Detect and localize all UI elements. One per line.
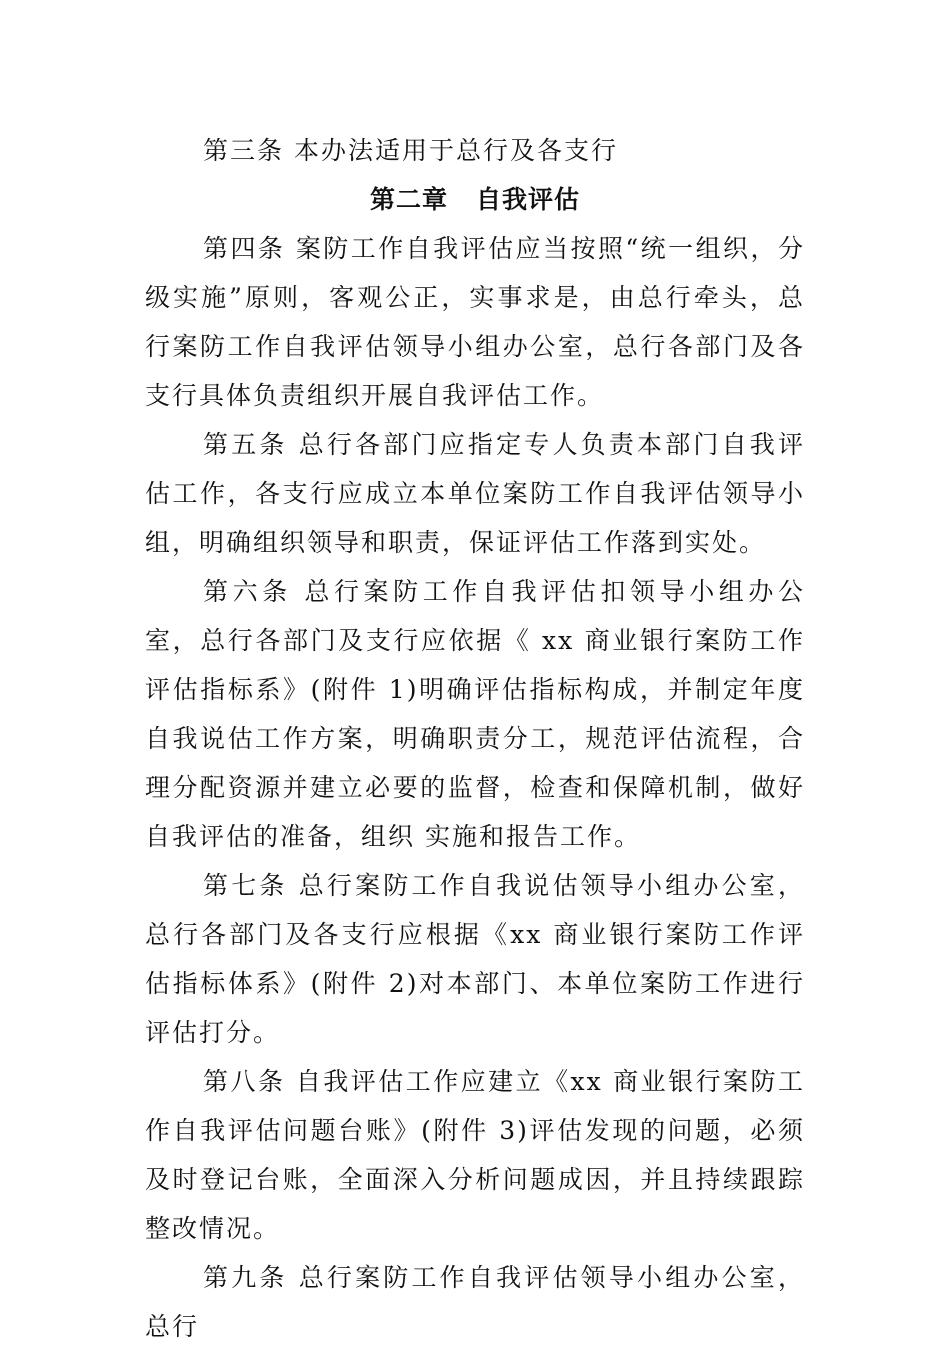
article-9: 第九条 总行案防工作自我评估领导小组办公室，总行 bbox=[145, 1263, 805, 1341]
article-7: 第七条 总行案防工作自我说估领导小组办公室，总行各部门及各支行应根据《xx 商业银行案防工作评估指标体系》(附件 2)对本部门、本单位案防工作进行评估打分。 bbox=[145, 871, 805, 1047]
document-body bbox=[145, 126, 805, 1351]
article-5: 第五条 总行各部门应指定专人负责本部门自我评估工作，各支行应成立本单位案防工作自我评估领导小组，明确组织领导和职责，保证评估工作落到实处。 bbox=[145, 430, 805, 557]
chapter-number: 第二章 bbox=[369, 185, 448, 214]
chapter-heading bbox=[145, 175, 805, 224]
article-4: 第四条 案防工作自我评估应当按照“统一组织，分级实施”原则，客观公正，实事求是，由总行牵头，总行案防工作自我评估领导小组办公室，总行各部门及各支行具体负责组织开展自我评估工作。 bbox=[145, 234, 805, 410]
article-6: 第六条 总行案防工作自我评估扣领导小组办公室，总行各部门及支行应依据《 xx 商业银行案防工作评估指标系》(附件 1)明确评估指标构成，并制定年度自我说估工作方案，明确职责分工，规范评估流程，合理分配资源并建立必要的监督，检查和保障机制，做好自我评估的准备，组织 实施和报告工作。 bbox=[145, 577, 805, 851]
article-8: 第八条 自我评估工作应建立《xx 商业银行案防工作自我评估问题台账》(附件 3)评估发现的问题，必须及时登记台账，全面深入分析问题成因，并且持续跟踪整改情况。 bbox=[145, 1067, 805, 1243]
chapter-title: 自我评估 bbox=[476, 185, 581, 214]
article-3: 第三条 本办法适用于总行及各支行 bbox=[203, 136, 618, 165]
